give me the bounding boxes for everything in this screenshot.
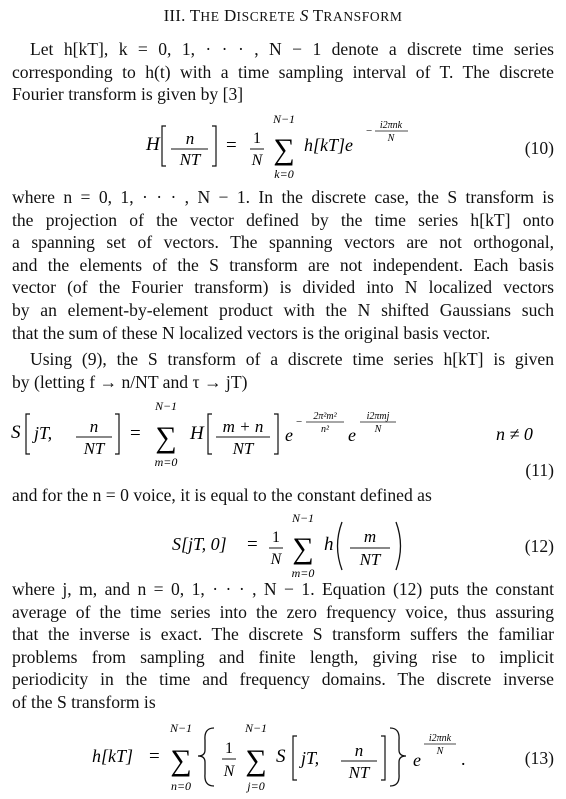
eq12-sum-sign: ∑: [292, 532, 314, 565]
paragraph-5: [12, 578, 554, 714]
eq10-exp-num: i2πnk: [379, 120, 403, 131]
p4-line-1: and for the n = 0 voice, it is equal to the constant defined as: [12, 485, 432, 505]
eq10-body: h[kT]e: [304, 135, 353, 155]
eq12-right-paren: [396, 522, 401, 570]
eq13-inner-upper: N−1: [244, 721, 268, 735]
p2-line-4: and the elements of the S transform are not independent. Each basis: [12, 254, 554, 275]
eq13-coef-num: 1: [225, 740, 233, 757]
eq13-equals: =: [149, 746, 160, 767]
eq10-lhs-num: n: [185, 129, 195, 148]
eq13-e: e: [413, 750, 421, 770]
p1-line-2: corresponding to h(t) with a time sampling interval of T. The discrete: [12, 61, 554, 82]
eq10-equals: =: [226, 135, 237, 156]
paragraph-3: [12, 348, 554, 393]
eq12-sum-upper: N−1: [291, 511, 315, 525]
paragraph-4: [12, 484, 554, 507]
eq10-number: (10): [524, 138, 554, 158]
equation-10-svg: [0, 112, 566, 184]
p1-line-1: Let h[kT], k = 0, 1, · · · , N − 1 denote a discrete time series: [30, 39, 554, 59]
heading-word-discrete: DISCRETE: [224, 6, 296, 25]
eq10-sum-upper: N−1: [272, 112, 296, 126]
paragraph-2: [12, 186, 554, 344]
eq11-equals: =: [130, 423, 141, 444]
eq11-left-bracket: [26, 414, 30, 454]
eq13-right-bracket: [381, 736, 385, 780]
eq10-lhs-H: H: [146, 134, 160, 155]
eq12-left-paren: [338, 522, 343, 570]
eq12-coef-num: 1: [272, 529, 280, 546]
p5-line-4: problems from sampling and finite length, giving rise to implicit: [12, 646, 554, 667]
eq13-left-brace: [198, 728, 214, 786]
eq10-sum-sign: ∑: [273, 133, 295, 166]
eq11-number: (11): [525, 460, 554, 480]
eq11-e2: e: [348, 425, 356, 445]
eq13-outer-upper: N−1: [169, 721, 193, 735]
eq13-lhs: h[kT]: [92, 746, 134, 766]
eq13-S: S: [276, 746, 286, 767]
heading-word-transform: TRANSFORM: [312, 6, 403, 25]
p5-line-3: that the inverse is exact. The discrete S transform suffers the familiar: [12, 624, 554, 645]
eq13-outer-sum-sign: ∑: [170, 744, 192, 777]
eq11-h-right-bracket: [274, 414, 278, 454]
eq13-arg1: jT,: [301, 748, 320, 768]
eq12-arg-den: NT: [359, 550, 381, 569]
p5-line-1: where j, m, and n = 0, 1, · · · , N − 1. Equation (12) puts the constant: [12, 579, 554, 599]
p5-line-2: average of the time series into the zero frequency voice, thus assuring: [12, 601, 554, 622]
p1-line-3: Fourier transform is given by [3]: [12, 84, 244, 105]
eq11-H: H: [190, 423, 204, 444]
eq10-lhs-den: NT: [179, 150, 201, 169]
eq13-exp-num: i2πnk: [428, 733, 452, 744]
p3-line-1: Using (9), the S transform of a discrete time series h[kT] is given: [30, 349, 554, 369]
eq12-sum-lower: m=0: [291, 566, 315, 580]
p2-line-1: where n = 0, 1, · · · , N − 1. In the discrete case, the S transform is: [12, 187, 554, 207]
eq10-sum-lower: k=0: [274, 167, 294, 181]
eq12-h: h: [324, 534, 334, 555]
eq10-coef-den: N: [251, 152, 263, 169]
eq13-right-brace: [390, 728, 406, 786]
eq11-lhs-S: S: [11, 422, 21, 443]
eq11-e1-den: n²: [321, 424, 329, 435]
eq11-e1-num: 2π²m²: [313, 411, 337, 422]
eq11-sum-sign: ∑: [155, 421, 177, 454]
eq11-lhs-den: NT: [83, 439, 105, 458]
p2-line-5: vector (of the Fourier transform) is divided into N localized vectors: [12, 277, 554, 298]
eq13-outer-lower: n=0: [170, 779, 192, 793]
paragraph-1: [12, 38, 554, 106]
p2-line-2: the projection of the vector defined by the time series h[kT] onto: [12, 209, 554, 230]
eq11-h-num: m + n: [222, 417, 264, 436]
eq12-coef-den: N: [270, 551, 282, 568]
equation-12: [0, 508, 566, 580]
p5-line-6: of the S transform is: [12, 691, 156, 712]
eq11-e1-sign: −: [296, 416, 303, 428]
p3-line-2: by (letting f → n/NT and τ → jT): [12, 371, 248, 392]
equation-11-svg: [0, 396, 566, 482]
eq11-condition: n ≠ 0: [496, 424, 533, 444]
eq13-left-bracket: [293, 736, 297, 780]
eq13-arg-den: NT: [348, 763, 370, 782]
eq12-lhs: S[jT, 0]: [172, 534, 227, 554]
eq11-sum-lower: m=0: [154, 455, 178, 469]
p2-line-3: a spanning set of vectors. The spanning vectors are not orthogonal,: [12, 232, 554, 253]
eq11-lhs-num: n: [89, 417, 99, 436]
eq11-e2-den: N: [374, 424, 382, 435]
equation-12-svg: [0, 508, 566, 580]
eq11-sum-upper: N−1: [154, 399, 178, 413]
eq10-right-bracket: [212, 126, 216, 166]
heading-word-the: THE: [189, 6, 220, 25]
eq11-h-left-bracket: [208, 414, 212, 454]
p5-line-5: periodicity in the time and frequency domains. The discrete inverse: [12, 669, 554, 690]
equation-13: [0, 718, 566, 794]
eq10-exp-sign: −: [366, 125, 373, 137]
eq11-e1: e: [285, 425, 293, 445]
p2-line-7: that the sum of these N localized vectors is the original basis vector.: [12, 322, 491, 343]
section-heading: [0, 6, 566, 26]
eq11-h-den: NT: [232, 439, 254, 458]
eq13-number: (13): [524, 748, 554, 768]
p2-line-6: by an element-by-element product with the N shifted Gaussians such: [12, 299, 554, 320]
eq12-equals: =: [247, 534, 258, 555]
eq10-left-bracket: [162, 126, 166, 166]
eq13-exp-den: N: [436, 746, 444, 757]
eq12-number: (12): [524, 536, 554, 556]
eq11-lhs-arg1: jT,: [34, 423, 53, 443]
heading-symbol-s: S: [299, 6, 309, 25]
eq13-inner-sum-sign: ∑: [245, 744, 267, 777]
eq10-coef-num: 1: [253, 130, 261, 147]
section-numeral: III.: [163, 6, 186, 25]
eq13-coef-den: N: [223, 763, 235, 780]
eq11-right-bracket: [115, 414, 119, 454]
equation-11: [0, 396, 566, 482]
eq13-arg-num: n: [354, 741, 364, 760]
eq13-inner-lower: j=0: [247, 779, 265, 793]
eq11-e2-num: i2πmj: [366, 411, 390, 422]
equation-10: [0, 112, 566, 184]
eq10-exp-den: N: [387, 133, 395, 144]
equation-13-svg: [0, 718, 566, 794]
eq13-period: .: [461, 749, 466, 769]
eq12-arg-num: m: [363, 527, 377, 546]
